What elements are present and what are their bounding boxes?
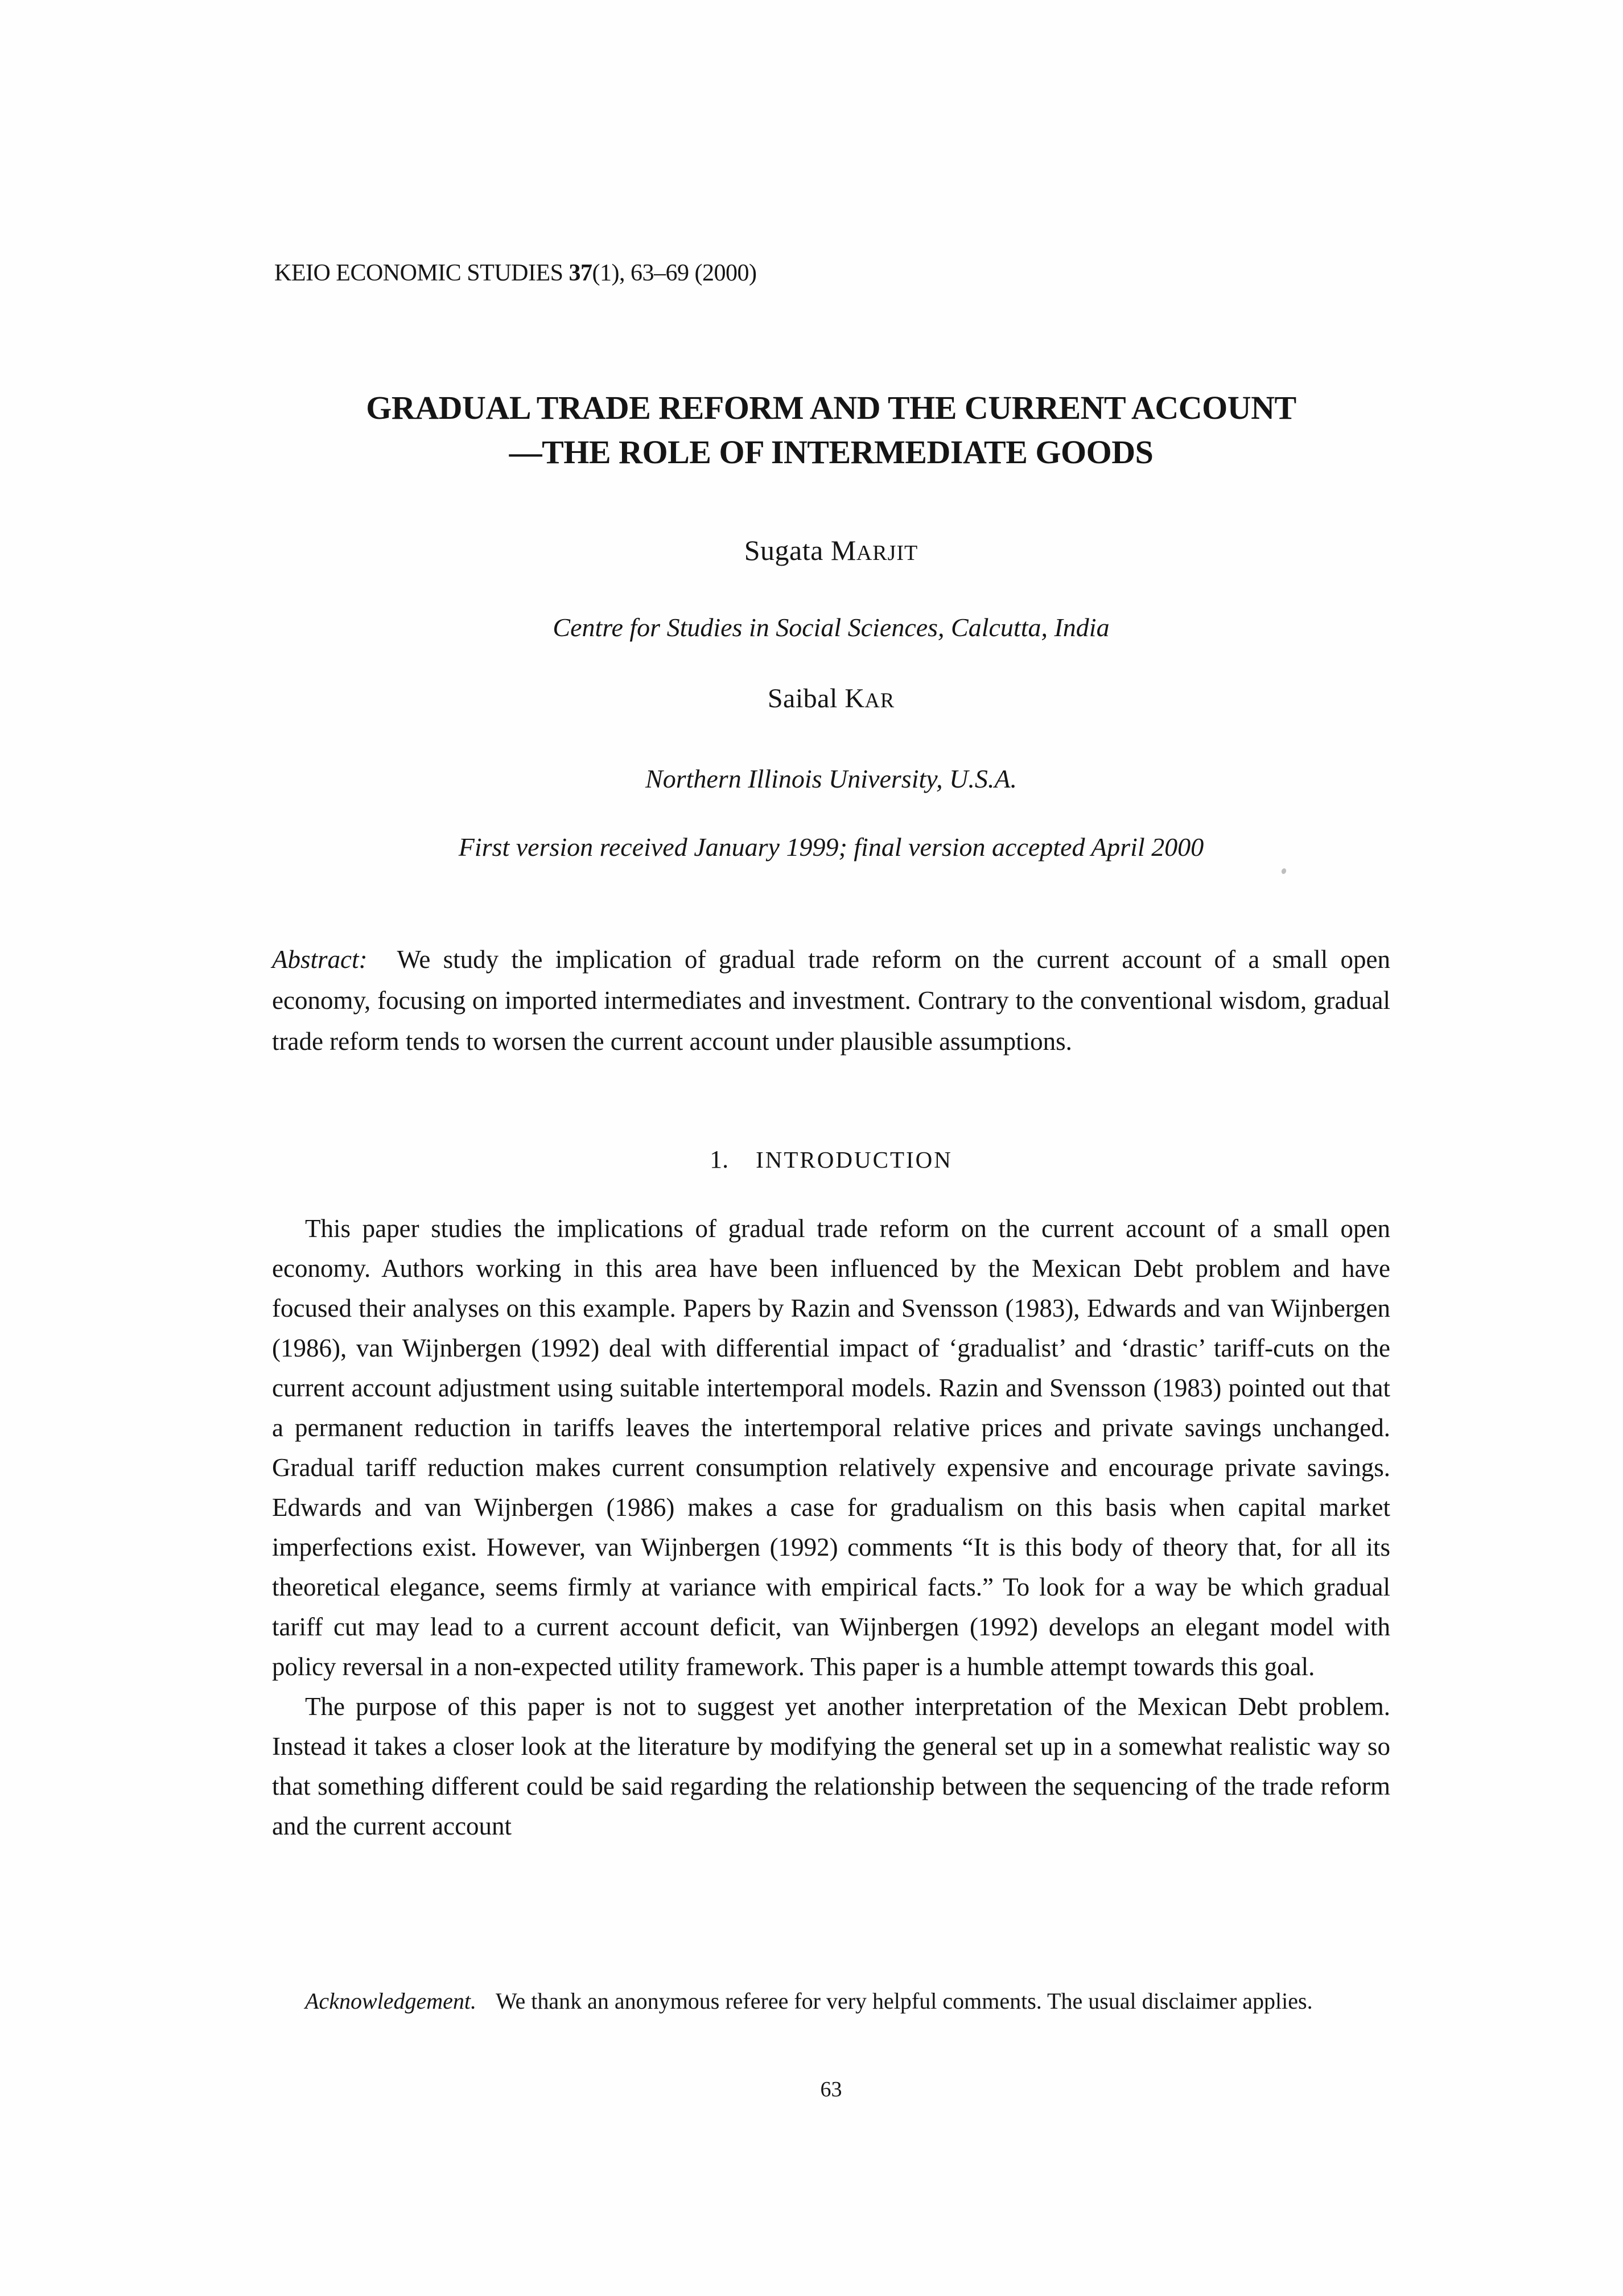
section-heading — [272, 1145, 1390, 1174]
acknowledgement-footnote — [272, 1984, 1390, 2019]
author-name-1 — [272, 534, 1390, 567]
abstract-text: We study the implication of gradual trade reform on the current account of a small open economy, focusing on imported intermediates and investment. Contrary to the conventional wisdom, gradual trade reform tends to worsen the current account under plausible assumptions. — [272, 945, 1390, 1056]
scan-artifact — [1281, 868, 1287, 875]
journal-issue-pages: (1), 63–69 (2000) — [592, 260, 757, 286]
abstract-label: Abstract: — [272, 945, 368, 974]
author-affiliation-2: Northern Illinois University, U.S.A. — [645, 764, 1017, 793]
author-2-first-name: Saibal — [767, 683, 845, 714]
section-number: 1. — [710, 1145, 729, 1173]
author-2-surname-smallcaps: AR — [864, 689, 895, 712]
abstract — [272, 939, 1390, 1062]
paper-title — [272, 386, 1390, 475]
author-name-2 — [272, 683, 1390, 714]
author-1-first-name: Sugata — [744, 534, 831, 566]
journal-name: KEIO ECONOMIC STUDIES — [274, 260, 569, 286]
author-affiliation-1: Centre for Studies in Social Sciences, Calcutta, India — [553, 613, 1110, 642]
body-paragraph-1: This paper studies the implications of gradual trade reform on the current account of a small open economy. Authors working in this area have been influenced by the Mexican Debt problem and have focused their analyses on this example. Papers by Razin and Svensson (1983), Edwards and van Wijnbergen (1986), van Wijnbergen (1992) deal with differential impact of ‘gradualist’ and ‘drastic’ tariff-cuts on the current account adjustment using suitable intertemporal models. Razin and Svensson (1983) pointed out that a permanent reduction in tariffs leaves the intertemporal relative prices and private savings unchanged. Gradual tariff reduction makes current consumption relatively expensive and encourage private savings. Edwards and van Wijnbergen (1986) makes a case for gradualism on this basis when capital market imperfections exist. However, van Wijnbergen (1992) comments “It is this body of theory that, for all its theoretical elegance, seems firmly at variance with empirical facts.” To look for a way be which gradual tariff cut may lead to a current account deficit, van Wijnbergen (1992) develops an elegant model with policy reversal in a non-expected utility framework. This paper is a humble attempt towards this goal. — [272, 1214, 1390, 1681]
section-title: INTRODUCTION — [756, 1147, 953, 1173]
author-1-surname-initial: M — [830, 534, 856, 566]
paper-title-line2: —THE ROLE OF INTERMEDIATE GOODS — [509, 434, 1154, 471]
paper-title-line1: GRADUAL TRADE REFORM AND THE CURRENT ACCOUNT — [366, 389, 1296, 426]
footnote-text: We thank an anonymous referee for very helpful comments. The usual disclaimer applies. — [496, 1988, 1313, 2014]
received-note: First version received January 1999; final version accepted April 2000 — [458, 832, 1204, 861]
journal-volume: 37 — [569, 260, 592, 286]
author-1-surname-smallcaps: ARJIT — [856, 541, 918, 565]
author-2-surname-initial: K — [845, 683, 865, 714]
footnote-label: Acknowledgement. — [305, 1988, 476, 2014]
introduction-body — [272, 1209, 1390, 1846]
body-paragraph-2: The purpose of this paper is not to suggest yet another interpretation of the Mexican Debt problem. Instead it takes a closer look at the literature by modifying the general set up in a somewhat realistic way so that something different could be said regarding the relationship between the sequencing of the trade reform and the current account — [272, 1692, 1390, 1840]
journal-header — [274, 259, 756, 287]
page-number: 63 — [820, 2077, 842, 2101]
